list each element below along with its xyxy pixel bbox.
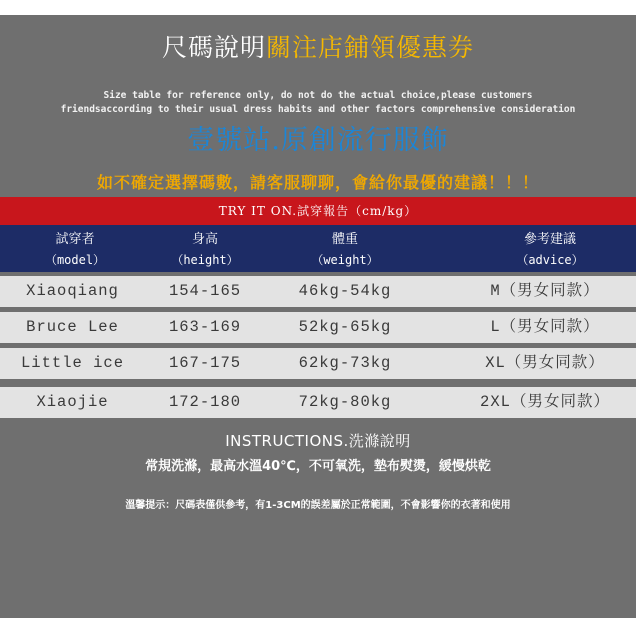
cell-height: 172-180 [168, 393, 242, 411]
header-height-en: （height） [171, 253, 239, 267]
header-weight-zh: 體重 [331, 232, 358, 247]
header-model-en: （model） [44, 253, 106, 267]
title-coupon: 關注店鋪領優惠券 [266, 33, 475, 62]
cell-advice: M（男女同款） [490, 282, 600, 300]
header-advice [490, 230, 610, 270]
instructions-title: INSTRUCTIONS.洗滌說明 [225, 432, 411, 450]
advice-line: 如不確定選擇碼數，請客服聊聊，會給你最優的建議！！！ [96, 173, 539, 192]
table-banner [0, 197, 636, 225]
cell-model: Bruce Lee [26, 318, 119, 336]
header-height [155, 230, 255, 270]
cell-advice: XL（男女同款） [485, 354, 605, 372]
subtitle-line-1: Size table for reference only, do not do the actual choice,please customers [103, 90, 533, 101]
wash-instructions: 常規洗滌，最高水溫40℃，不可氧洗，墊布熨燙，緩慢烘乾 [145, 459, 491, 474]
cell-model: Xiaojie [36, 393, 109, 411]
header-height-zh: 身高 [191, 232, 218, 247]
cell-model: Little ice [20, 354, 124, 372]
cell-weight: 72kg-80kg [298, 393, 392, 411]
cell-model: Xiaoqiang [26, 282, 119, 300]
subtitle-line-2: friendsaccording to their usual dress habits and other factors comprehensive consideration [60, 104, 576, 115]
header-model [25, 230, 125, 270]
cell-height: 167-175 [168, 354, 242, 372]
header-advice-zh: 參考建議 [523, 232, 576, 247]
brand-name: 壹號站.原創流行服飾 [187, 125, 449, 156]
header-model-zh: 試穿者 [55, 232, 95, 247]
header-weight [290, 230, 400, 270]
cell-height: 163-169 [168, 318, 242, 336]
cell-height: 154-165 [168, 282, 242, 300]
cell-weight: 46kg-54kg [298, 282, 392, 300]
header-weight-en: （weight） [311, 253, 379, 267]
cell-weight: 52kg-65kg [298, 318, 392, 336]
page-title [0, 28, 636, 64]
cell-advice: L（男女同款） [490, 318, 600, 336]
cell-weight: 62kg-73kg [298, 354, 392, 372]
header-advice-en: （advice） [516, 253, 584, 267]
size-tip: 溫馨提示：尺碼表僅供參考，有1-3CM的誤差屬於正常範圍，不會影響你的衣著和使用 [125, 500, 511, 511]
table-banner-text: TRY IT ON.試穿報告（cm/kg） [218, 204, 418, 218]
title-size-guide: 尺碼說明 [161, 33, 266, 62]
cell-advice: 2XL（男女同款） [480, 393, 610, 411]
